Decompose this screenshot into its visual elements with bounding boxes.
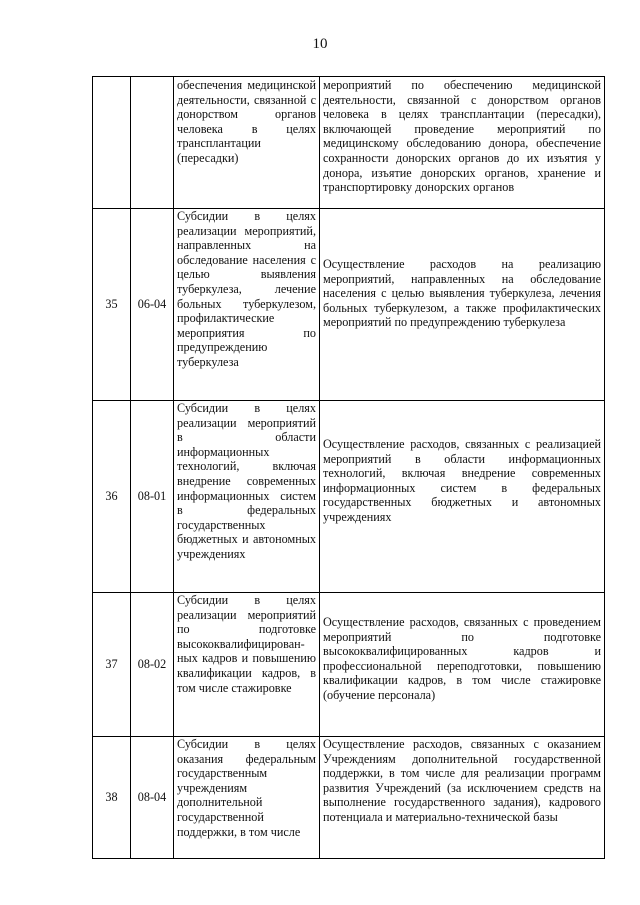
row-number: 37 [93, 593, 131, 737]
row-code: 06-04 [131, 209, 174, 401]
page-number: 10 [312, 36, 328, 52]
table-row [93, 593, 605, 737]
row-description: Осуществление расходов на реализацию мероприятий, направленных на обследование населения с целью выявления туберкулеза, лечения больных туберкулезом, а также профилактических мероприятий по предупреждению туберкулеза [320, 209, 605, 401]
row-description: мероприятий по обеспечению медицинской деятельности, связанной с донорством органов человека в целях трансплантации (пересадки), включающей проведение мероприятий по медицинскому обследованию донора, обеспечение сохранности донорских органов до их изъятия у донора, изъятие донорских органов, хранение и транспортировку донорских органов [320, 77, 605, 209]
row-code: 08-04 [131, 737, 174, 859]
row-description: Осуществление расходов, связанных с проведением мероприятий по подготовке высококвалифицированных кадров и профессиональной переподготовки, повышению квалификации кадров, в том числе стажировке (обучение персонала) [320, 593, 605, 737]
row-name: Субсидии в целях оказания федеральным государственным учреждениям дополнительной государственной поддержки, в том числе [174, 737, 320, 859]
table-row [93, 77, 605, 209]
row-code: 08-02 [131, 593, 174, 737]
row-name: обеспечения медицинской деятельности, связанной с донорством органов человека в целях трансплантации (пересадки) [174, 77, 320, 209]
row-description: Осуществление расходов, связанных с оказанием Учреждениям дополнительной государственной поддержки, в том числе для реализации программ развития Учреждений (за исключением средств на выполнение государственного задания), кадрового потенциала и материально-технической базы [320, 737, 605, 859]
row-number: 38 [93, 737, 131, 859]
table-row [93, 401, 605, 593]
subsidy-table [92, 76, 605, 859]
table-row [93, 737, 605, 859]
table-row [93, 209, 605, 401]
row-name: Субсидии в целях реализации мероприятий, направленных на обследование населения с целью выявления туберкулеза, лечение больных туберкулезом, профилактические мероприятия по предупреждению туберкулеза [174, 209, 320, 401]
row-number [93, 77, 131, 209]
row-code [131, 77, 174, 209]
row-number: 35 [93, 209, 131, 401]
row-description: Осуществление расходов, связанных с реализацией мероприятий в области информационных технологий, включая внедрение современных информационных систем в федеральных государственных бюджетных и автономных учреждениях [320, 401, 605, 593]
row-code: 08-01 [131, 401, 174, 593]
row-number: 36 [93, 401, 131, 593]
row-name: Субсидии в целях реализации мероприятий в области информационных технологий, включая внедрение современных информационных систем в федеральных государственных бюджетных и автономных учреждениях [174, 401, 320, 593]
row-name: Субсидии в целях реализации мероприятий по подготовке высококвалифицирован-ных кадров и повышению квалификации кадров, в том числе стажировке [174, 593, 320, 737]
